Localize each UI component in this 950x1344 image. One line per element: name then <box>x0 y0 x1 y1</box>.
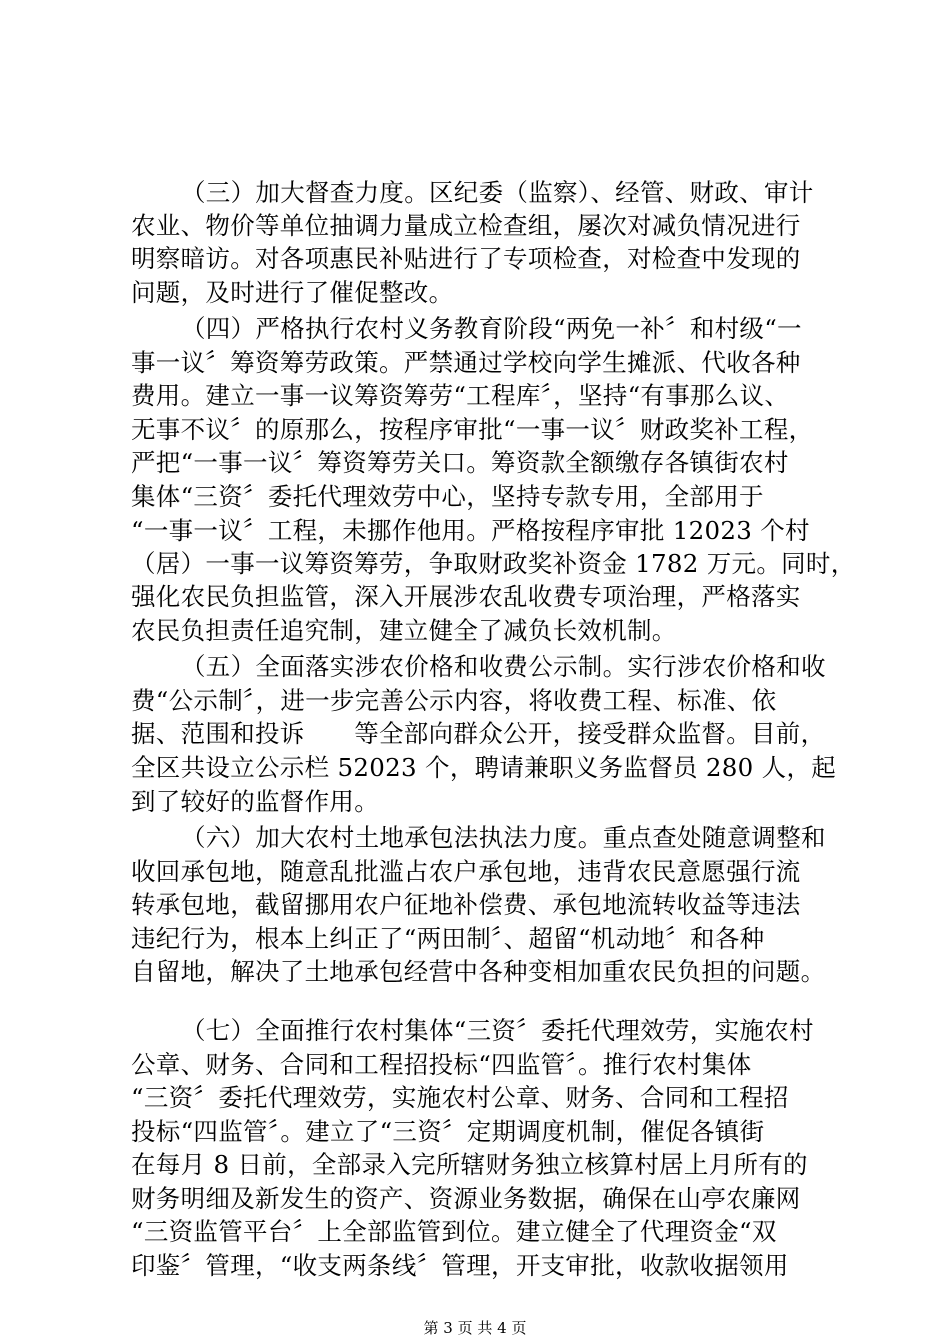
page-number-footer: 第 3 页 共 4 页 <box>423 1319 527 1337</box>
text-line: 全区共设立公示栏 52023 个，聘请兼职义务监督员 280 人，起 <box>131 753 837 782</box>
text-line: 自留地，解决了土地承包经营中各种变相加重农民负担的问题。 <box>131 957 826 986</box>
text-line: 问题，及时进行了催促整改。 <box>131 278 454 307</box>
text-line: 农民负担责任追究制，建立健全了减负长效机制。 <box>131 616 677 645</box>
text-line: 事一议〞筹资筹劳政策。严禁通过学校向学生摊派、代收各种 <box>131 348 801 377</box>
text-line: 明察暗访。对各项惠民补贴进行了专项检查，对检查中发现的 <box>131 244 801 273</box>
text-line: 收回承包地，随意乱批滥占农户承包地，违背农民意愿强行流 <box>131 857 801 886</box>
text-line: 无事不议〞的原那么，按程序审批“一事一议〞财政奖补工程， <box>131 415 814 444</box>
text-line: 据、范围和投诉 等全部向群众公开，接受群众监督。目前， <box>131 719 826 748</box>
text-line: （四）严格执行农村义务教育阶段“两免一补〞和村级“一 <box>181 314 802 343</box>
text-line: 到了较好的监督作用。 <box>131 787 379 816</box>
text-line: （七）全面推行农村集体“三资〞委托代理效劳，实施农村 <box>181 1016 814 1045</box>
text-line: 费“公示制〞，进一步完善公示内容，将收费工程、标准、依 <box>131 686 777 715</box>
text-line: （六）加大农村土地承包法执法力度。重点查处随意调整和 <box>181 823 826 852</box>
text-line: （五）全面落实涉农价格和收费公示制。实行涉农价格和收 <box>181 652 826 681</box>
text-line: 在每月 8 日前，全部录入完所辖财务独立核算村居上月所有的 <box>131 1150 808 1179</box>
text-line: “一事一议〞工程，未挪作他用。严格按程序审批 12023 个村 <box>131 516 810 545</box>
text-line: 转承包地，截留挪用农户征地补偿费、承包地流转收益等违法 <box>131 890 801 919</box>
text-line: 印鉴〞管理，“收支两条线〞管理，开支审批，收款收据领用 <box>131 1251 789 1280</box>
text-line: （三）加大督查力度。区纪委（监察）、经管、财政、审计 <box>181 178 814 207</box>
text-line: 公章、财务、合同和工程招投标“四监管〞。推行农村集体 <box>131 1050 752 1079</box>
text-line: 强化农民负担监管，深入开展涉农乱收费专项治理，严格落实 <box>131 582 801 611</box>
text-line: 费用。建立一事一议筹资筹劳“工程库〞，坚持“有事那么议、 <box>131 381 790 410</box>
text-line: “三资〞委托代理效劳，实施农村公章、财务、合同和工程招 <box>131 1083 789 1112</box>
text-line: 严把“一事一议〞筹资筹劳关口。筹资款全额缴存各镇街农村 <box>131 448 789 477</box>
text-line: 集体“三资〞委托代理效劳中心，坚持专款专用，全部用于 <box>131 482 764 511</box>
text-line: 农业、物价等单位抽调力量成立检查组，屡次对减负情况进行 <box>131 211 801 240</box>
text-line: 财务明细及新发生的资产、资源业务数据，确保在山亭农廉网 <box>131 1184 801 1213</box>
text-line: 违纪行为，根本上纠正了“两田制〞、超留“机动地〞和各种 <box>131 924 765 953</box>
text-line: 投标“四监管〞。建立了“三资〞定期调度机制，催促各镇街 <box>131 1117 765 1146</box>
text-line: （居）一事一议筹资筹劳，争取财政奖补资金 1782 万元。同时， <box>131 549 856 578</box>
text-line: “三资监管平台〞上全部监管到位。建立健全了代理资金“双 <box>131 1217 777 1246</box>
